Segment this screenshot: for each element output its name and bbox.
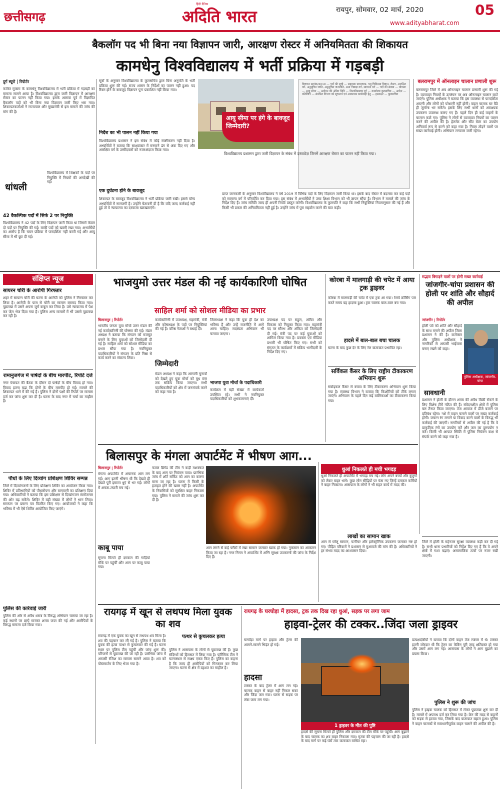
main-story-mid — [99, 79, 195, 269]
bjp-body: बिलासपुर | रिपोर्टर भारतीय जनता युवा मोर्चा उत्तर मंडल की नई कार्यकारिणी की घोषणा की गई। मंडल अध्यक्ष ने बताया कि संगठन को मजबूत बनाने के लिए युवाओं को जिम्मेदारी दी गई है। साहिल शर्मा को सोशल मीडिया का प्रभार सौंपा गया है। नवनियुक्त पदाधिकारियों ने संगठन के प्रति निष्ठा से कार्य करने का संकल्प लिया। कार्यकारिणी में उपाध्यक्ष, महामंत्री, मंत्री और कोषाध्यक्ष के पदों पर नियुक्तियां की गई हैं। वरिष्ठ नेताओं ने बधाई दी। जिम्मेदारी मंडल अध्यक्ष ने कहा कि आगामी चुनावों को देखते हुए युवा मोर्चा को बूथ स्तर तक सक्रिय किया जाएगा। सभी पदाधिकारियों को क्षेत्र में जनसंपर्क करने को कहा गया है। जिलाध्यक्ष ने कहा कि युवा ही देश का भविष्य हैं और उन्हें राजनीति में आगे आना चाहिए। सदस्यता अभियान भी चलाया जाएगा। भाजपा युवा मोर्चा के पदाधिकारी कार्यक्रम में बड़ी संख्या में कार्यकर्ता उपस्थित रहे। सभी ने नवनियुक्त पदाधिकारियों को शुभकामनाएं दीं। उपाध्यक्ष पद पर राहुल, अमित और विकास को नियुक्त किया गया। महामंत्री पद पर सौरभ और अंकित को जिम्मेदारी दी गई। मंत्री पद पर कई युवाओं को शामिल किया गया है। प्रवक्ता एवं मीडिया प्रभारी भी घोषित किए गए। सभी को संगठन के कार्यक्रमों में सक्रिय भागीदारी के निर्देश दिए गए। — [98, 318, 322, 402]
korba-sub: सर्विकल कैंसर के लिए राष्ट्रीय टीकाकरण अभियान शुरू — [331, 369, 413, 382]
fire-tag: काबू पाया — [98, 544, 124, 552]
story-text-7: प्राप्त जानकारी के अनुसार विश्वविद्यालय ने वर्ष 2019 में विभिन्न पदों के लिए विज्ञापन जारी किया था। इसके बाद रोस्टर में बदलाव कर कई पदों को सामान्य वर्ग में परिवर्तित कर दिया गया। इस संबंध में अभ्यर्थियों ने उच्च शिक्षा विभाग को भी ज्ञापन सौंपा है। विभाग ने मामले की जांच के निर्देश दिए हैं। जांच समिति जल्द ही अपनी रिपोर्ट प्रस्तुत करेगी। विश्वविद्यालय के कुलपति ने कहा कि सभी नियुक्तियां नियमानुसार की गई हैं और किसी भी प्रकार की अनियमितता नहीं हुई है। उन्होंने जांच में पूरा सहयोग करने की बात कही। — [222, 192, 410, 210]
main-headline: कामधेनु विश्वविद्यालय में भर्ती प्रक्रिया में गड़बड़ी — [116, 57, 384, 75]
story-text-3: विश्वविद्यालय ने 42 पदों के लिए विज्ञापन जारी किया था जिसमें केवल दो पदों पर नियुक्ति की गई। बाकी पदों को खाली रखा गया। अभ्यर्थियों का आरोप है कि चयन प्रक्रिया में पारदर्शिता नहीं बरती गई और आयु सीमा में भी छूट दी गई। — [3, 221, 95, 239]
main-story-left — [3, 79, 95, 269]
masthead — [0, 0, 500, 32]
left-head-2: रामानुजगंज में पार्षदों के बीच मारपीट, रिपोर्ट दर्ज — [3, 373, 93, 379]
highway-tag: हादसा — [244, 673, 263, 682]
sp-portrait-photo — [464, 324, 498, 374]
fire-sub: लाखों का सामान खाक — [347, 534, 391, 540]
highway-sub: पुलिस ने शुरू की जांच — [434, 700, 476, 706]
janjgir-dateline: जांजगीर | रिपोर्टर — [422, 318, 446, 322]
section-title: छत्तीसगढ़ — [4, 10, 46, 24]
korba-body: कोरबा में मालगाड़ी की चपेट में एक ट्रक आ गया। रेलवे क्रॉसिंग पार करते समय यह हादसा हुआ। ट्रक चालक बाल-बाल बच गया। हादसे में बाल-बाल बचा चालक घटना के बाद कुछ देर के लिए रेल यातायात प्रभावित रहा। सर्विकल कैंसर के लिए राष्ट्रीय टीकाकरण अभियान शुरू सर्वाइकल कैंसर से बचाव के लिए टीकाकरण अभियान शुरू किया गया है। स्वास्थ्य विभाग ने बताया कि किशोरियों को टीके लगाए जाएंगे। अभियान के पहले दिन कई बालिकाओं का टीकाकरण किया गया। — [328, 296, 416, 403]
short-news-label: संक्षिप्त न्यूज — [3, 274, 93, 285]
logo-text: अदिति भारत — [182, 7, 257, 26]
fire-dateline: बिलासपुर | रिपोर्टर — [98, 466, 123, 470]
story-text-2: विश्वविद्यालय में शिक्षकों के पदों पर नियुक्ति में नियमों की अनदेखी की गई। — [47, 171, 95, 185]
janjgir-tag: सावधानी — [424, 389, 445, 397]
fire-headline: बिलासपुर के मंगला अपार्टमेंट में भीषण आग... — [106, 449, 312, 463]
logo-tag: हिंदी दैनिक — [196, 2, 209, 6]
divider — [96, 79, 97, 269]
bjp-sub2: भाजपा युवा मोर्चा के पदाधिकारी — [210, 381, 262, 386]
highway-body: घरघोड़ा मार्ग पर हाइवा और ट्रेलर की आमने-सामने भिड़ंत हो गई। हादसा टक्कर के बाद ट्रेलर में आग लग गई। चालक वाहन से बाहर नहीं निकल सका और जिंदा जल गया। घटना से सड़क पर लंबा जाम लग गया। 1 ड्राइवर के मौत की पुष्टि हादसे की सूचना मिलते ही पुलिस और दमकल की टीम मौके पर पहुंची। आग बुझाने के बाद चालक का शव बाहर निकाला गया। मृतक की पहचान की जा रही है। हादसे के बाद मार्ग पर कई घंटों तक यातायात बाधित रहा। प्रत्यक्षदर्शियों ने बताया कि दोनों वाहन तेज रफ्तार में थे। टक्कर इतनी जोरदार थी कि ट्रेलर का केबिन पूरी तरह क्षतिग्रस्त हो गया और उसमें आग लग गई। आसपास के लोगों ने आग बुझाने का प्रयास किया। पुलिस ने शुरू की जांच पुलिस ने हाइवा चालक को हिरासत में लेकर पूछताछ शुरू कर दी है। मामले में अपराध दर्ज कर लिया गया है। क्रेन की मदद से वाहनों को सड़क से हटाया गया, जिसके बाद यातायात बहाल हुआ। पुलिस ने वाहन चालकों से सावधानीपूर्वक वाहन चलाने की अपील की है। — [244, 638, 498, 744]
left-head-4: पुलिस की कार्रवाई जारी — [3, 606, 47, 612]
raigarh-tag: पत्थर से कुचलकर हत्या — [182, 634, 225, 640]
balrampur-text: बलरामपुर जिले में अब ऑनलाइन चालान प्रणाली शुरू की गई है। यातायात नियमों के उल्लंघन पर अब ऑनलाइन चालान काटे जाएंगे। पुलिस अधीक्षक ने बताया कि इस व्यवस्था से पारदर्शिता आएगी और लोगों को परेशानी नहीं होगी। वाहन चालक घर बैठे ही जुर्माना भर सकेंगे। इसके लिए सभी थानों को आवश्यक उपकरण उपलब्ध कराए गए हैं। पहले दिन ही कई वाहनों के चालान काटे गए। पुलिस ने लोगों से यातायात नियमों का पालन करने की अपील की है। हेलमेट और सीट बेल्ट का उपयोग अनिवार्य रूप से करने को कहा गया है। नियम तोड़ने वालों पर सख्त कार्रवाई होगी। अभियान लगातार जारी रहेगा। — [416, 88, 498, 134]
highway-caption: 1 ड्राइवर के मौत की पुष्टि — [301, 722, 409, 730]
bjp-sub: साहिल शर्मा को सोशल मीडिया का प्रभार — [154, 306, 266, 315]
bjp-dateline: बिलासपुर | रिपोर्टर — [98, 318, 123, 322]
highway-headline: हाइवा-ट्रेलर की टक्कर..जिंदा जला ड्राइवर — [284, 617, 458, 631]
bjp-tag: जिम्मेदारी — [155, 360, 179, 368]
left-head-3: पौधों के लिए दिव्यांग प्रशिक्षण शिविर सम्पन्न — [8, 476, 88, 482]
callout-box — [222, 112, 294, 142]
photo-caption: विश्वविद्यालय प्रशासन द्वारा जारी विज्ञापन के संबंध में दस्तावेज़ जिनमें आरक्षण रोस्टर का पालन नहीं किया गया। — [224, 151, 376, 156]
newspaper-logo — [178, 2, 308, 26]
balrampur-headline: बलरामपुर में ऑनलाइन चालान प्रणाली शुरू — [417, 79, 497, 85]
highway-crash-photo — [301, 638, 409, 722]
sub-head-2: एक दुर्घटना होने के बावजूद — [99, 189, 145, 194]
story-text-4: सूत्रों के अनुसार विश्वविद्यालय के कुलसचिव द्वारा बिना अनुमति के भर्ती प्रक्रिया शुरू की गई। राज्य शासन के निर्देशों का पालन नहीं हुआ। पद रिक्त होने के बावजूद विज्ञापन पुनः प्रकाशित नहीं किया गया। — [99, 79, 195, 93]
document-photo: विज्ञापन क्रमांक/2019 — पदों की सूची — सहायक प्राध्यापक, पशु चिकित्सा विज्ञान, रोस्टर, आरक्षित वर्ग, अनुसूचित जाति, अनुसूचित जनजाति, अन्य पिछड़ा वर्ग, सामान्य वर्ग — पदों की संख्या — योग्यता — आयु सीमा — आवेदन की अंतिम तिथि — विश्वविद्यालय दुर्ग — कार्यालय कुलसचिव — आदेश — प्रतिलिपि — संबंधित विभाग को सूचनार्थ एवं आवश्यक कार्यवाही हेतु — हस्ताक्षर — कुलसचिव — [298, 79, 410, 189]
korba-headline: कोरबा में मालगाड़ी की चपेट में आया ट्रक ड्राइवर — [329, 276, 415, 292]
story-text-5: विश्वविद्यालय प्रशासन ने इस संबंध में कोई स्पष्टीकरण नहीं दिया है। अभ्यर्थियों ने बताया कि साक्षात्कार में मनमाने ढंग से अंक दिए गए और आरक्षित वर्ग के उम्मीदवारों को नजरअंदाज किया गया। — [99, 139, 195, 153]
side-word: धांधली — [3, 179, 29, 194]
sub-head-3: निर्देश का भी पालन नहीं किया गया — [99, 131, 158, 136]
fire-photo — [206, 466, 316, 544]
story-text-6: शिकायत के बावजूद विश्वविद्यालय ने भर्ती प्रक्रिया जारी रखी। इससे योग्य अभ्यर्थियों में नाराजगी है। उन्होंने चेतावनी दी है कि यदि जल्द कार्रवाई नहीं हुई तो वे न्यायालय का दरवाजा खटखटाएंगे। — [99, 197, 195, 211]
reporter: दुर्ग ब्यूरो | रिपोर्टर — [3, 79, 29, 84]
bjp-headline: भाजयुमो उत्तर मंडल की नई कार्यकारिणी घोषित — [113, 276, 307, 289]
story-text: कांकेर मुकाम के कामधेनु विश्वविद्यालय में भर्ती प्रक्रिया में गड़बड़ी का मामला सामने आया है। विश्वविद्यालय द्वारा जारी विज्ञापन में आरक्षण रोस्टर का पालन नहीं किया गया। इसके अलावा पूर्व में विज्ञापित बैकलॉग पदों को भी बिना नया विज्ञापन जारी किए भरा गया। शिकायतकर्ताओं ने राज्यपाल और मुख्यमंत्री से इस मामले की जांच की मांग की है। — [3, 87, 95, 114]
page-number: 05 — [475, 3, 495, 19]
fire-right-head: धुआं निकलते ही मची भगदड़ — [321, 464, 417, 474]
sub-head-1: 42 वैकल्पिक पदों में सिर्फ 2 पर नियुक्ति — [3, 214, 74, 219]
dateline: रायपुर, सोमवार, 02 मार्च, 2020 — [336, 6, 424, 14]
korba-tag: हादसे में बाल-बाल बचा चालक — [343, 338, 401, 344]
top-banner: बैकलॉग पद भी बिना नया विज्ञापन जारी, आरक्षण रोस्टर में अनियमितता की शिकायत — [92, 40, 408, 51]
callout-text: आयु सीमा पर हंगे के बावजूद जिम्मेदारी? — [226, 115, 290, 130]
website[interactable]: www.adityabharat.com — [390, 20, 460, 27]
janjgir-headline: जांजगीर-चांपा प्रशासन की होली पर शांति और सौहार्द की अपील — [425, 281, 495, 307]
raigarh-body: रायगढ़ में एक युवक का खून से लथपथ शव मिला है। शव की पहचान कर ली गई है। पुलिस ने बताया कि युवक की हत्या पत्थर से कुचलकर की गई है। घटना स्थल पर पुलिस टीम पहुंची और जांच शुरू की। परिजनों से पूछताछ की जा रही है। प्रारंभिक जांच में आपसी रंजिश का मामला सामने आया है। शव को पोस्टमार्टम के लिए भेजा गया है। पत्थर से कुचलकर हत्या पुलिस ने आसपास के लोगों से पूछताछ की है। कुछ संदिग्धों को हिरासत में लिया गया है। फॉरेंसिक टीम ने घटनास्थल से साक्ष्य एकत्र किए हैं। पुलिस का कहना है कि जल्द ही आरोपियों को गिरफ्तार कर लिया जाएगा। घटना से क्षेत्र में दहशत का माहौल है। — [98, 634, 238, 671]
left-head-1: सायरन चोरी के आरोपी गिरफ्तार — [3, 288, 62, 294]
janjgir-kicker: सद्भाव बिगाड़ने वालों पर होगी सख्त कार्रवाई — [422, 274, 483, 279]
left-column: संक्षिप्त न्यूज सायरन चोरी के आरोपी गिरफ्तार शहर में सायरन चोरी की घटना के आरोपी को पुलिस ने गिरफ्तार कर लिया है। आरोपी के पास से चोरी का सामान बरामद किया गया। पूछताछ में उसने अपना जुर्म कबूल कर लिया है। उसे न्यायालय में पेश कर जेल भेज दिया गया है। पुलिस अन्य मामलों में भी उससे पूछताछ कर रही है। रामानुजगंज में पार्षदों के बीच मारपीट, रिपोर्ट दर्ज नगर पंचायत की बैठक के दौरान दो पार्षदों के बीच विवाद हो गया। विवाद इतना बढ़ा कि दोनों के बीच मारपीट हो गई। मामले की शिकायत थाने में की गई है। पुलिस ने दोनों पक्षों की रिपोर्ट पर मामला दर्ज कर जांच शुरू कर दी है। घटना के बाद नगर में चर्चा का माहौल है। पौधों के लिए दिव्यांग प्रशिक्षण शिविर सम्पन्न जिले में दिव्यांगजनों के लिए प्रशिक्षण शिविर का आयोजन किया गया। शिविर में प्रतिभागियों को पौधारोपण और बागवानी का प्रशिक्षण दिया गया। अधिकारियों ने बताया कि इस प्रशिक्षण से दिव्यांगजन स्वरोजगार की ओर बढ़ सकेंगे। शिविर में बड़ी संख्या में लोगों ने भाग लिया। समापन पर प्रमाण पत्र वितरित किए गए। आयोजकों ने कहा कि भविष्य में भी ऐसे शिविर आयोजित किए जाएंगे। पुलिस की कार्रवाई जारी पुलिस की ओर से अवैध शराब के विरुद्ध अभियान चलाया जा रहा है। कई स्थानों पर छापे मारकर शराब जब्त की गई और आरोपियों के विरुद्ध मामला दर्ज किया गया। — [3, 275, 93, 628]
sp-caption: पुलिस अधीक्षक, जांजगीर-चांपा — [463, 375, 497, 384]
balrampur-story — [416, 79, 498, 269]
highway-kicker: रायगढ़ के घरघोड़ा में हादसा, ट्रक तक दिख रहा धुआं, सड़क पर लगा जाम — [244, 609, 390, 615]
raigarh-headline: रायगढ़ में खून से लथपथ मिला युवक का शव — [104, 607, 232, 630]
